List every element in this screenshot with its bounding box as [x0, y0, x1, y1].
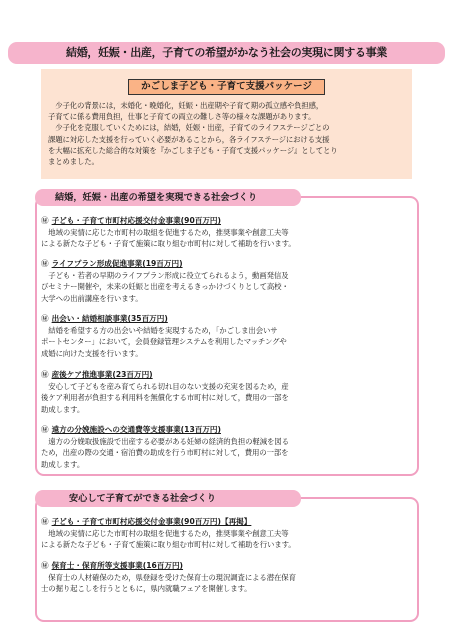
new-project-marker-icon: ㊙ [41, 425, 49, 434]
project-description: 安心して子どもを産み育てられる切れ目のない支援の充実を図るため，産 後ケア利用者が負担する利用料を無償化する市町村に対して，費用の一部を 助成します。 [41, 382, 289, 414]
project-item [41, 560, 413, 595]
intro-line: 少子化を克服していくためには，結婚，妊娠・出産，子育てのライフステージごとの [48, 123, 330, 133]
project-description: 遠方の分娩取扱施設で出産する必要がある妊婦の経済的負担の軽減を図る ため，出産の際の交通・宿泊費の助成を行う市町村に対して，費用の一部を 助成します。 [41, 437, 289, 469]
new-project-marker-icon: ㊙ [41, 216, 49, 225]
new-project-marker-icon: ㊙ [41, 370, 49, 379]
project-description: 地域の実情に応じた市町村の取組を促進するため，推奨事業や創意工夫等 による新たな子ども・子育て施策に取り組む市町村に対して補助を行います。 [41, 529, 296, 550]
page-title: 結婚，妊娠・出産，子育ての希望がかなう社会の実現に関する事業 [8, 42, 445, 64]
project-description: 地域の実情に応じた市町村の取組を促進するため，推奨事業や創意工夫等 による新たな子ども・子育て施策に取り組む市町村に対して補助を行います。 [41, 228, 296, 249]
project-title: ㊙ 保育士・保育所等支援事業(16百万円) [41, 561, 184, 570]
project-item [41, 516, 413, 551]
project-title: ㊙ 産後ケア推進事業(23百万円) [41, 370, 153, 379]
new-project-marker-icon: ㊙ [41, 259, 49, 268]
intro-line: を大幅に拡充した総合的な対策を『かごしま子ども・子育て支援パッケージ』としてとり [48, 145, 338, 155]
new-project-marker-icon: ㊙ [41, 517, 49, 526]
project-title: ㊙ ライフプラン形成促進事業(19百万円) [41, 259, 183, 268]
project-item [41, 258, 413, 304]
project-item [41, 215, 413, 250]
project-description: 保育士の人材確保のため，県登録を受けた保育士の現況調査による潜在保育 士の掘り起こしを行うとともに，県内就職フェアを開催します。 [41, 573, 296, 594]
intro-line: 少子化の背景には，未婚化・晩婚化，妊娠・出産期や子育て期の孤立感や負担感， [48, 101, 324, 110]
new-project-marker-icon: ㊙ [41, 561, 49, 570]
section-header-childcare: 安心して子育てができる社会づくり [35, 490, 301, 507]
project-title: ㊙ 出会い・結婚相談事業(35百万円) [41, 314, 168, 323]
project-item [41, 424, 413, 470]
intro-line: 子育てに係る費用負担，仕事と子育ての両立の難しさ等の様々な課題があります。 [48, 112, 316, 122]
project-title: ㊙ 子ども・子育て市町村応援交付金事業(90百万円)【再掲】 [41, 517, 252, 526]
project-title: ㊙ 遠方の分娩施設への交通費等支援事業(13百万円) [41, 425, 221, 434]
project-title: ㊙ 子ども・子育て市町村応援交付金事業(90百万円) [41, 216, 221, 225]
section-header-marriage: 結婚，妊娠・出産の希望を実現できる社会づくり [35, 189, 301, 206]
package-intro [48, 100, 410, 167]
package-title: かごしま子ども・子育て支援パッケージ [128, 79, 325, 95]
intro-line: 課題に対応した支援を行っていく必要があることから，各ライフステージにおける支援 [48, 134, 330, 144]
project-item [41, 369, 413, 415]
project-description: 結婚を希望する方の出会いや結婚を実現するため，「かごしま出会いサ ポートセンター」において，会員登録管理システムを利用したマッチングや 成婚に向けた支援を行います。 [41, 326, 287, 358]
project-item [41, 313, 413, 359]
intro-line: まとめました。 [48, 157, 99, 167]
project-description: 子ども・若者の早期のライフプラン形成に役立てられるよう，動画発信及 びセミナー開催や，未来の妊娠と出産を考えるきっかけづくりとして高校・ 大学への出前講座を行います。 [41, 271, 289, 303]
new-project-marker-icon: ㊙ [41, 314, 49, 323]
